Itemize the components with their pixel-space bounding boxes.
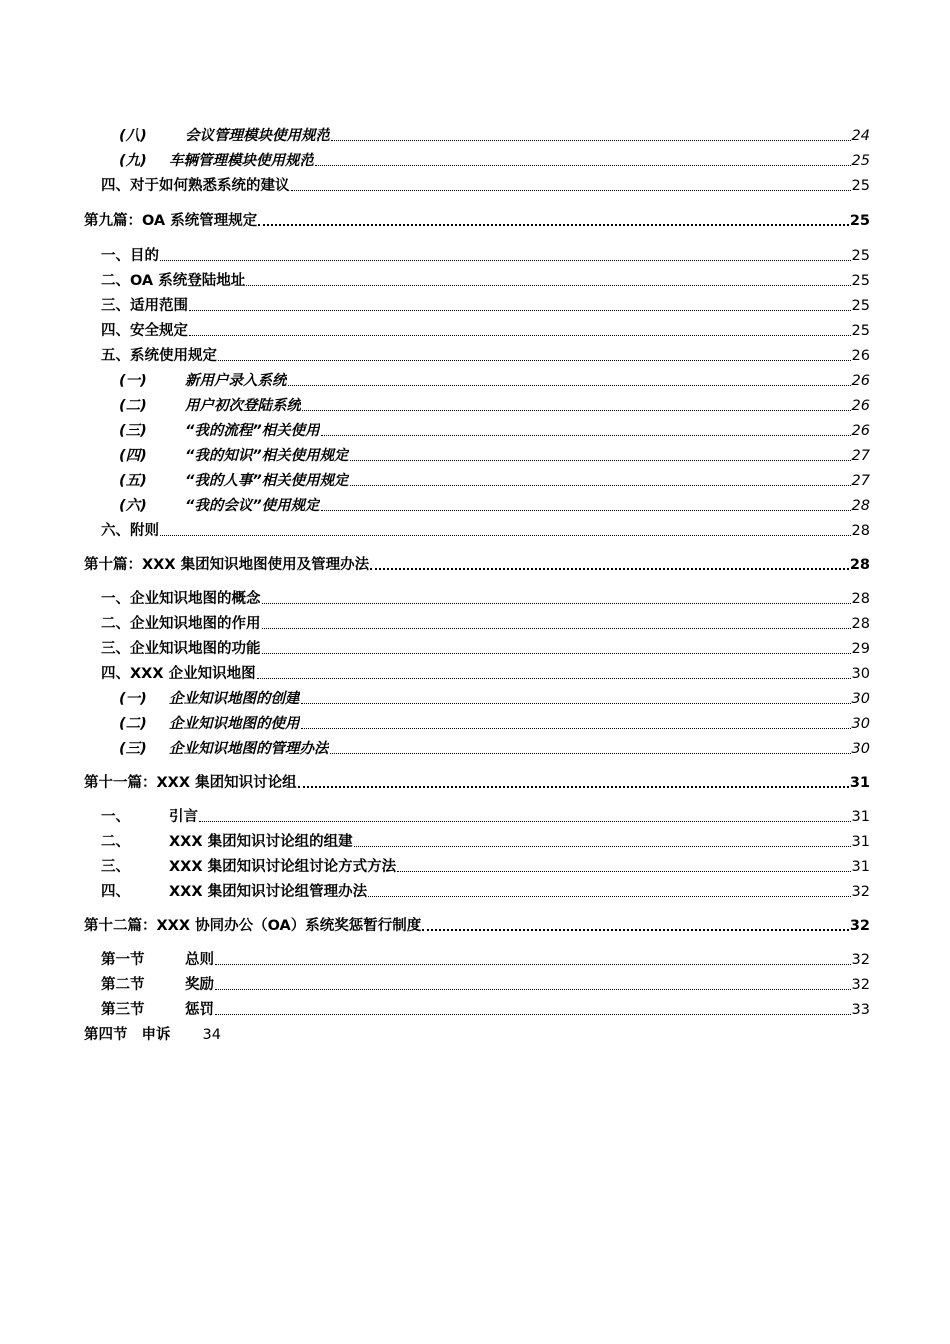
toc-entry-number: (二) [119,716,147,732]
toc-entry[interactable] [0,125,950,147]
toc-entry-page-number: 30 [851,666,870,682]
toc-entry-number: 第一节 [101,952,145,968]
toc-dot-leader [321,434,851,436]
toc-entry-title: 用户初次登陆系统 [185,398,301,414]
toc-dot-leader [288,384,851,386]
toc-entry[interactable] [0,270,950,292]
toc-entry-title: XXX 集团知识讨论组管理办法 [169,884,368,900]
toc-entry-title: 六、附则 [101,523,159,539]
toc-entry-number: (五) [119,473,147,489]
toc-dot-leader [257,677,851,679]
toc-entry-title: “我的人事”相关使用规定 [185,473,349,489]
toc-entry-title: 五、系统使用规定 [101,348,217,364]
toc-entry[interactable] [0,370,950,392]
toc-dot-leader [215,1013,851,1015]
toc-entry-title: 四、XXX 企业知识地图 [101,666,256,682]
toc-entry-number: 第二节 [101,977,145,993]
toc-entry-page-number: 27 [851,448,870,464]
toc-dot-leader [321,509,851,511]
toc-entry-last[interactable] [84,1024,221,1046]
toc-entry[interactable] [0,445,950,467]
toc-dot-leader [331,139,851,141]
toc-part-entry[interactable] [0,915,950,937]
toc-part-entry[interactable] [0,772,950,794]
toc-entry[interactable] [0,999,950,1021]
toc-entry-page-number: 31 [849,775,870,791]
toc-dot-leader [199,820,851,822]
toc-entry-title: 一、企业知识地图的概念 [101,591,261,607]
toc-entry[interactable] [0,613,950,635]
toc-entry[interactable] [0,638,950,660]
toc-entry-title: 新用户录入系统 [185,373,287,389]
toc-entry-number: (四) [119,448,147,464]
toc-dot-leader [160,259,851,261]
toc-entry-page-number: 25 [849,213,870,229]
toc-part-entry[interactable] [0,210,950,232]
toc-entry-page-number: 28 [851,591,870,607]
toc-entry[interactable] [0,738,950,760]
toc-entry[interactable] [0,520,950,542]
toc-entry-page-number: 26 [851,348,870,364]
toc-entry-page-number: 31 [851,809,870,825]
toc-entry[interactable] [0,806,950,828]
toc-entry-title: 惩罚 [185,1002,214,1018]
toc-entry-number: (八) [119,128,147,144]
toc-entry-page-number: 24 [851,128,870,144]
toc-entry-page-number: 30 [851,691,870,707]
toc-entry-title: 第十二篇：XXX 协同办公（OA）系统奖惩暂行制度 [84,918,422,934]
toc-dot-leader [262,652,851,654]
toc-dot-leader [397,870,850,872]
toc-entry-page-number: 30 [851,716,870,732]
toc-entry-title: 四、安全规定 [101,323,188,339]
toc-entry-number: (三) [119,741,147,757]
toc-entry-page-number: 31 [851,859,870,875]
toc-entry[interactable] [0,470,950,492]
toc-dot-leader [354,845,851,847]
toc-dot-leader [368,895,850,897]
toc-entry-page-number: 31 [851,834,870,850]
toc-entry-number: (九) [119,153,147,169]
toc-entry-page-number: 25 [851,298,870,314]
toc-entry-title: 引言 [169,809,198,825]
toc-dot-leader [370,567,849,570]
toc-entry[interactable] [0,856,950,878]
toc-dot-leader [189,309,851,311]
toc-entry-title: XXX 集团知识讨论组讨论方式方法 [169,859,397,875]
toc-entry-title: 企业知识地图的管理办法 [169,741,329,757]
toc-entry[interactable] [0,320,950,342]
toc-entry-title: 申诉 [141,1027,171,1043]
toc-dot-leader [246,284,850,286]
toc-entry[interactable] [0,881,950,903]
toc-entry-title: 二、OA 系统登陆地址 [101,273,246,289]
toc-entry-number: (一) [119,373,147,389]
toc-entry[interactable] [0,295,950,317]
toc-entry-title: 三、企业知识地图的功能 [101,641,261,657]
toc-entry-title: 第十一篇：XXX 集团知识讨论组 [84,775,297,791]
toc-entry-title: 企业知识地图的创建 [169,691,300,707]
toc-entry[interactable] [0,588,950,610]
toc-dot-leader [215,988,851,990]
toc-entry[interactable] [0,175,950,197]
toc-entry-title: 第九篇：OA 系统管理规定 [84,213,258,229]
toc-dot-leader [262,627,851,629]
toc-dot-leader [291,189,851,191]
toc-entry-number: 四、 [101,884,130,900]
toc-entry-page-number: 30 [851,741,870,757]
toc-entry-number: (三) [119,423,147,439]
toc-entry-page-number: 34 [202,1027,221,1043]
toc-entry-page-number: 32 [851,884,870,900]
toc-entry[interactable] [0,395,950,417]
toc-entry[interactable] [0,345,950,367]
toc-dot-leader [215,963,851,965]
toc-entry-title: 总则 [185,952,214,968]
toc-entry-title: XXX 集团知识讨论组的组建 [169,834,353,850]
toc-dot-leader [218,359,851,361]
toc-entry-page-number: 26 [851,423,870,439]
toc-entry-title: 第十篇：XXX 集团知识地图使用及管理办法 [84,557,370,573]
toc-entry[interactable] [0,974,950,996]
toc-entry-page-number: 32 [851,977,870,993]
toc-entry-number: (一) [119,691,147,707]
toc-entry-number: 二、 [101,834,130,850]
toc-entry-title: 奖励 [185,977,214,993]
toc-entry-number: (二) [119,398,147,414]
toc-entry[interactable] [0,713,950,735]
toc-entry-title: 一、目的 [101,248,159,264]
toc-dot-leader [160,534,851,536]
toc-entry-title: 车辆管理模块使用规范 [169,153,314,169]
toc-dot-leader [301,702,851,704]
toc-entry-page-number: 26 [851,398,870,414]
toc-entry-number: 一、 [101,809,130,825]
toc-entry-title: 二、企业知识地图的作用 [101,616,261,632]
toc-entry-page-number: 25 [851,153,870,169]
toc-dot-leader [302,409,851,411]
toc-entry-number: 第四节 [84,1027,128,1043]
toc-entry[interactable] [0,949,950,971]
toc-entry[interactable] [0,150,950,172]
toc-entry[interactable] [0,495,950,517]
toc-entry-title: “我的会议”使用规定 [185,498,320,514]
toc-entry-number: 第三节 [101,1002,145,1018]
toc-entry[interactable] [0,831,950,853]
toc-entry[interactable] [0,663,950,685]
toc-entry-title: 会议管理模块使用规范 [185,128,330,144]
toc-entry-number: (六) [119,498,147,514]
toc-entry[interactable] [0,688,950,710]
toc-dot-leader [262,602,851,604]
toc-entry-page-number: 25 [851,323,870,339]
toc-entry-title: “我的流程”相关使用 [185,423,320,439]
toc-entry-page-number: 25 [851,248,870,264]
toc-entry-page-number: 33 [851,1002,870,1018]
toc-entry-page-number: 32 [851,952,870,968]
toc-entry[interactable] [0,420,950,442]
toc-entry-title: 企业知识地图的使用 [169,716,300,732]
toc-dot-leader [350,459,851,461]
toc-entry-page-number: 29 [851,641,870,657]
toc-dot-leader [298,785,849,788]
toc-dot-leader [301,727,851,729]
toc-entry-number: 三、 [101,859,130,875]
toc-dot-leader [350,484,851,486]
toc-entry-page-number: 28 [851,616,870,632]
toc-entry-page-number: 28 [851,498,870,514]
toc-dot-leader [189,334,851,336]
toc-entry-page-number: 25 [851,273,870,289]
toc-entry[interactable] [0,245,950,267]
toc-entry-page-number: 26 [851,373,870,389]
toc-part-entry[interactable] [0,554,950,576]
toc-entry-page-number: 28 [851,523,870,539]
toc-entry-title: 三、适用范围 [101,298,188,314]
toc-entry-page-number: 32 [849,918,870,934]
toc-entry-page-number: 25 [851,178,870,194]
toc-entry-page-number: 28 [849,557,870,573]
toc-dot-leader [258,223,849,226]
toc-dot-leader [422,928,849,931]
toc-entry-title: “我的知识”相关使用规定 [185,448,349,464]
toc-dot-leader [315,164,851,166]
toc-entry-title: 四、对于如何熟悉系统的建议 [101,178,290,194]
toc-entry-page-number: 27 [851,473,870,489]
toc-dot-leader [330,752,851,754]
